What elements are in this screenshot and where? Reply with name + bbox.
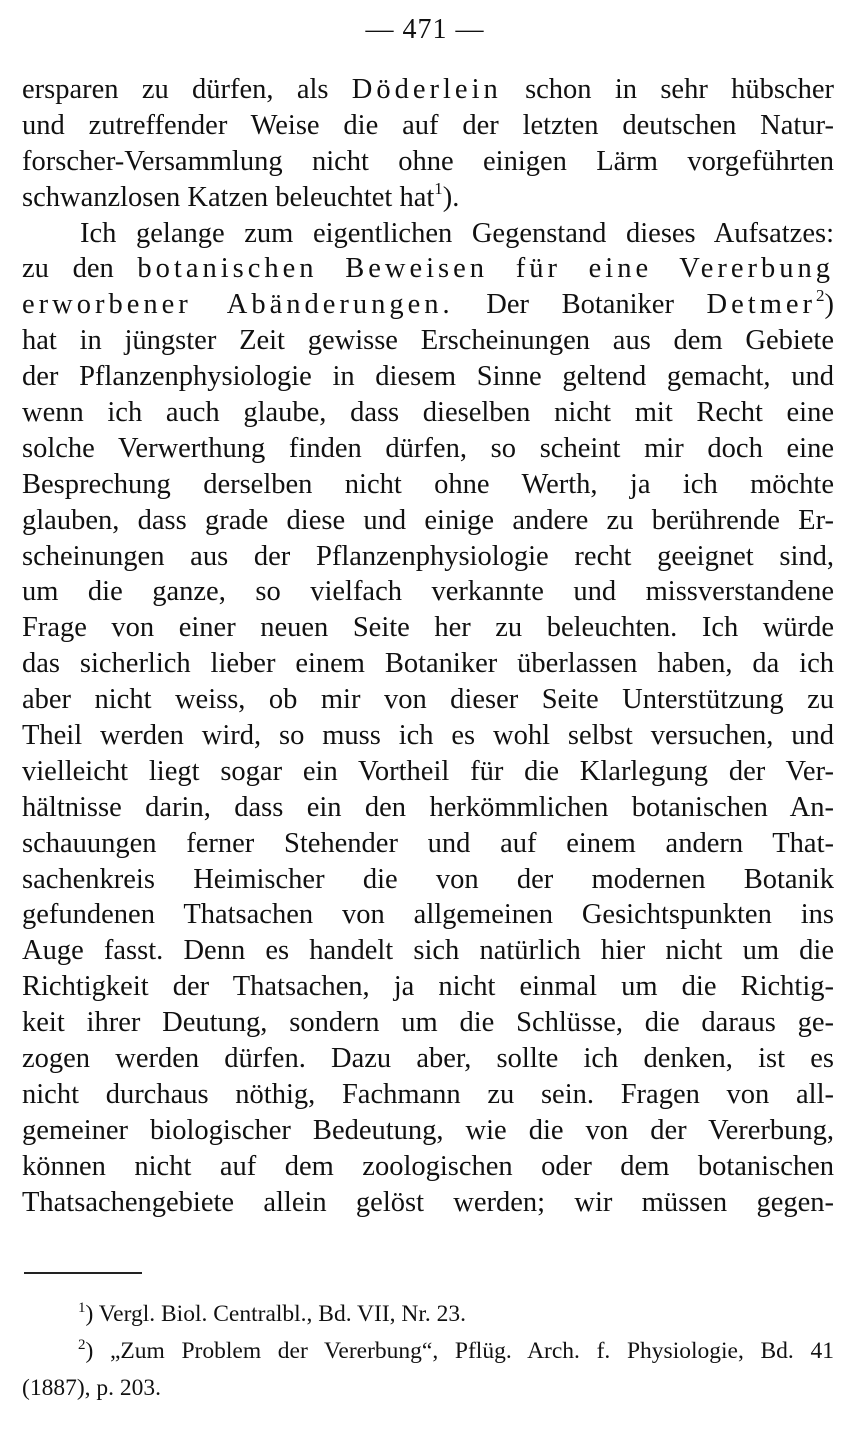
text-line: schwanzlosen Katzen beleuchtet hat$^1$). <box>22 178 460 213</box>
footnote-2-continued: (1887), p. 203. <box>22 1375 162 1401</box>
footnote-2: $^2$) „Zum Problem der Vererbung“, Pflüg. Arch. f. Physiologie, Bd. 41 <box>78 1337 834 1364</box>
emphasis-text: erworbener Abänderungen. <box>22 289 454 321</box>
footnote-mark-1: 1 <box>78 1300 86 1316</box>
text-line: nicht durchaus nöthig, Fachmann zu sein. Fragen von all- <box>22 1078 834 1110</box>
footnotes <box>22 1296 834 1407</box>
footnote-ref-1: 1 <box>434 178 443 198</box>
footnote-divider <box>24 1272 142 1274</box>
text-line: Auge fasst. Denn es handelt sich natürlich hier nicht um die <box>22 935 834 967</box>
text-line: wenn ich auch glaube, dass dieselben nicht mit Recht eine <box>22 397 834 429</box>
text-line: können nicht auf dem zoologischen oder dem botanischen <box>22 1150 834 1182</box>
text-line: Besprechung derselben nicht ohne Werth, ja ich möchte <box>22 468 834 500</box>
text-line: gemeiner biologischer Bedeutung, wie die von der Vererbung, <box>22 1114 834 1146</box>
text-line: Frage von einer neuen Seite her zu beleuchten. Ich würde <box>22 612 834 644</box>
text-line: vielleicht liegt sogar ein Vortheil für die Klarlegung der Ver- <box>22 755 834 787</box>
footnote-mark-2: 2 <box>78 1337 86 1353</box>
text-line: hältnisse darin, dass ein den herkömmlichen botanischen An- <box>22 791 834 823</box>
text-line: Thatsachengebiete allein gelöst werden; wir müssen gegen- <box>22 1186 834 1218</box>
text-line: gefundenen Thatsachen von allgemeinen Gesichtspunkten ins <box>22 899 834 931</box>
page-number: — 471 — <box>365 14 485 45</box>
text-line: hat in jüngster Zeit gewisse Erscheinungen aus dem Gebiete <box>22 325 834 357</box>
text-line: um die ganze, so vielfach verkannte und missverstandene <box>22 576 834 608</box>
text-line: glauben, dass grade diese und einige andere zu berührende Er- <box>22 504 834 536</box>
text-line: zu den botanischen Beweisen für eine Vererbung <box>22 253 834 285</box>
text-line: Theil werden wird, so muss ich es wohl selbst versuchen, und <box>22 720 834 752</box>
footnote-ref-2: 2 <box>816 286 825 306</box>
text-line: zogen werden dürfen. Dazu aber, sollte ich denken, ist es <box>22 1043 834 1075</box>
text-line: ersparen zu dürfen, als Döderlein schon in sehr hübscher <box>22 74 834 105</box>
author-name-doederlein: Döderlein <box>351 74 502 105</box>
text-line: und zutreffender Weise die auf der letzten deutschen Natur- <box>22 109 834 141</box>
footnote-1: $^1$) Vergl. Biol. Centralbl., Bd. VII, Nr. 23. <box>78 1300 467 1327</box>
emphasis-text: botanischen Beweisen für eine Vererbung <box>137 253 834 285</box>
author-name-detmer: Detmer <box>706 289 817 321</box>
main-text <box>22 72 834 1221</box>
text-line: aber nicht weiss, ob mir von dieser Seite Unterstützung zu <box>22 684 834 716</box>
text-line: Richtigkeit der Thatsachen, ja nicht einmal um die Richtig- <box>22 971 834 1003</box>
text-line: sachenkreis Heimischer die von der modernen Botanik <box>22 863 834 895</box>
text-line: erworbener Abänderungen. Der Botaniker Detmer$^2$) <box>22 286 835 321</box>
text-line: Ich gelange zum eigentlichen Gegenstand dieses Aufsatzes: <box>80 217 834 249</box>
text-line: solche Verwerthung finden dürfen, so scheint mir doch eine <box>22 432 834 464</box>
text-line: forscher-Versammlung nicht ohne einigen Lärm vorgeführten <box>22 145 834 177</box>
text-line: der Pflanzenphysiologie in diesem Sinne geltend gemacht, und <box>22 361 834 393</box>
text-line: scheinungen aus der Pflanzenphysiologie recht geeignet sind, <box>22 540 834 572</box>
text-line: das sicherlich lieber einem Botaniker überlassen haben, da ich <box>22 648 834 680</box>
text-line: schauungen ferner Stehender und auf einem andern That- <box>22 827 834 859</box>
text-line: keit ihrer Deutung, sondern um die Schlüsse, die daraus ge- <box>22 1007 834 1039</box>
